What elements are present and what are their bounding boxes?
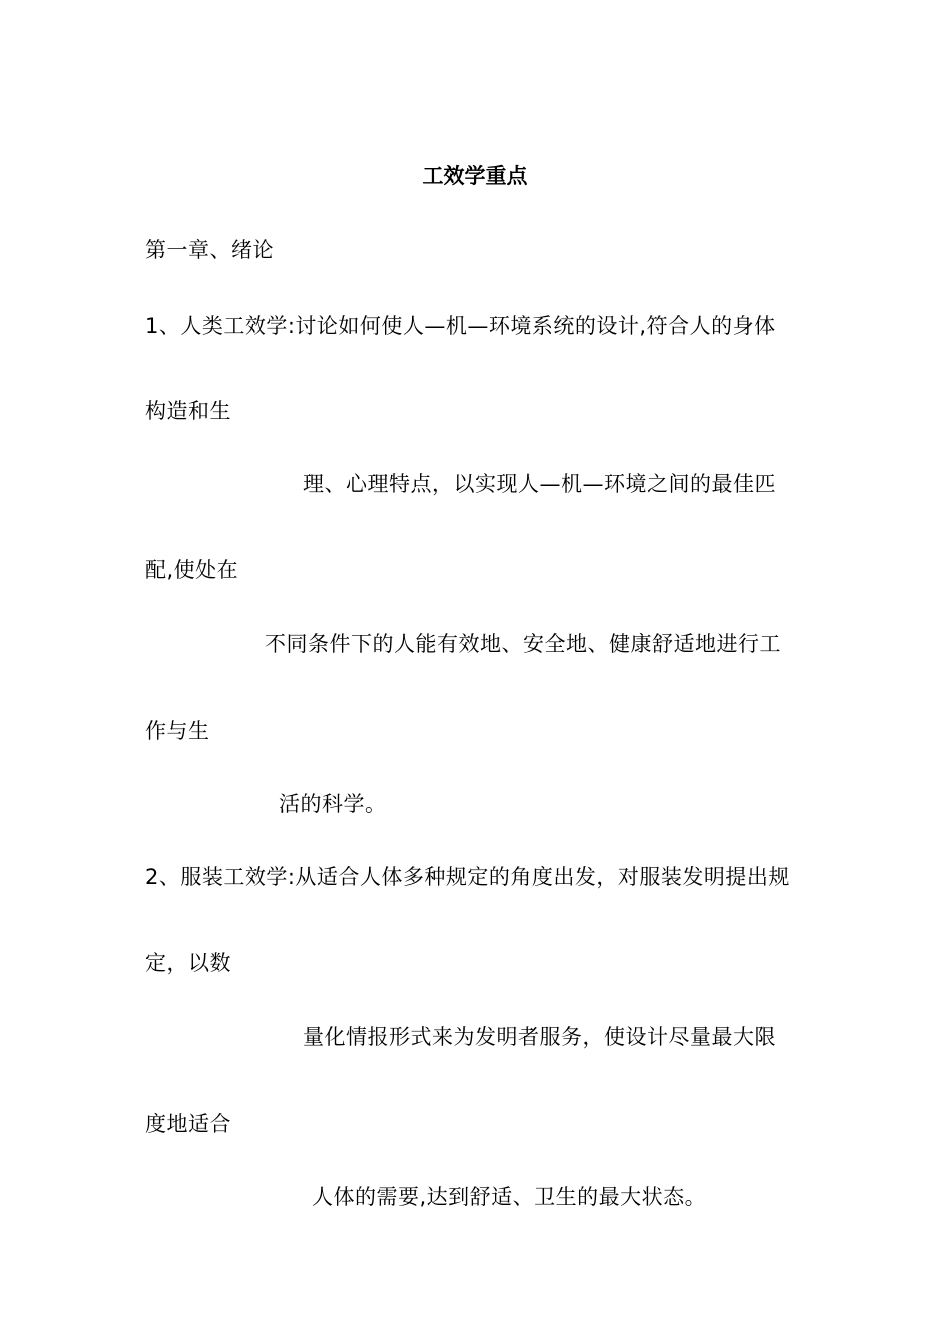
paragraph-line: 构造和生 [145, 399, 231, 423]
paragraph-line: 1、人类工效学:讨论如何使人—机—环境系统的设计,符合人的身体 [145, 314, 776, 338]
document-title: 工效学重点 [422, 164, 528, 188]
paragraph-line: 量化情报形式来为发明者服务，使设计尽量最大限 [303, 1025, 776, 1049]
paragraph-line: 配,使处在 [145, 558, 239, 582]
paragraph-line: 定，以数 [145, 951, 231, 975]
paragraph-line: 人体的需要,达到舒适、卫生的最大状态。 [312, 1185, 707, 1209]
paragraph-line: 度地适合 [145, 1112, 231, 1136]
paragraph-line: 不同条件下的人能有效地、安全地、健康舒适地进行工 [265, 632, 781, 656]
paragraph-line: 2、服装工效学:从适合人体多种规定的角度出发，对服装发明提出规 [145, 865, 790, 889]
paragraph-line: 理、心理特点，以实现人—机—环境之间的最佳匹 [303, 472, 776, 496]
paragraph-line: 作与生 [145, 719, 210, 743]
paragraph-line: 活的科学。 [279, 792, 387, 816]
chapter-heading: 第一章、绪论 [145, 238, 274, 262]
